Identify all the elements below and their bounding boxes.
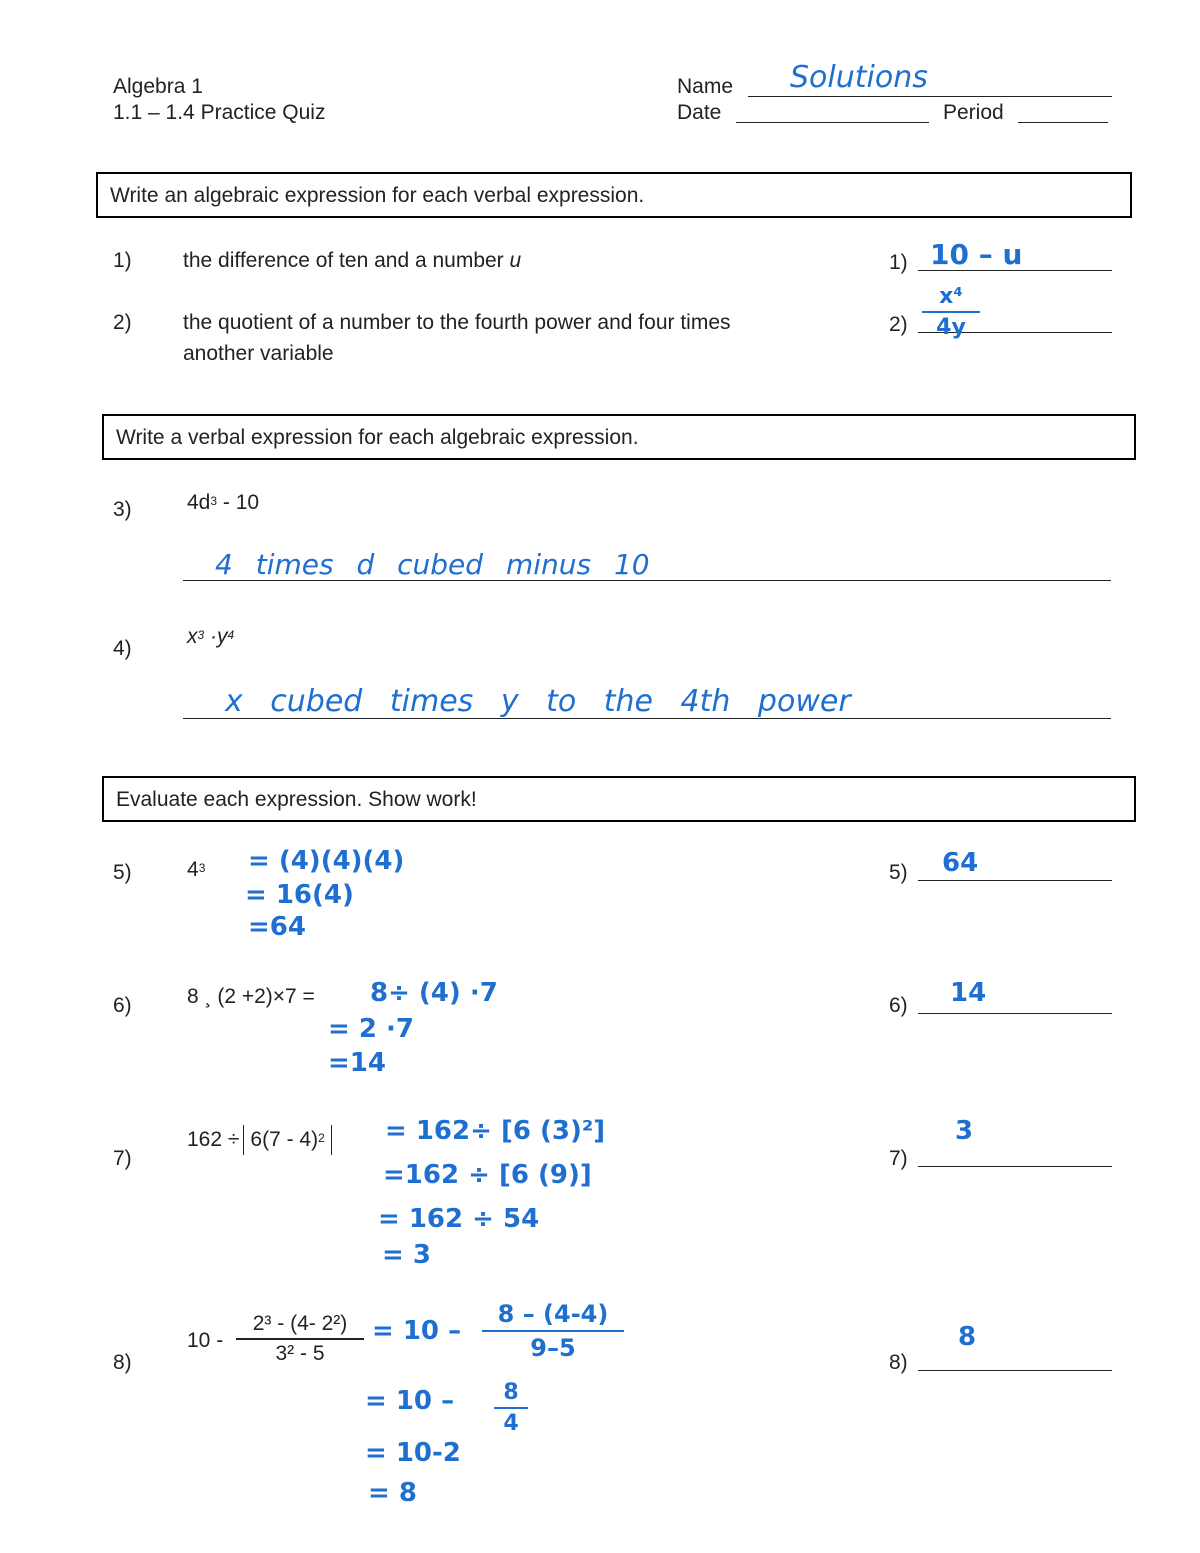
date-line (736, 122, 929, 123)
q1-text-main: the difference of ten and a number (183, 249, 504, 272)
q2-answer-number: 2) (889, 313, 908, 336)
q7-work-2: =162 ÷ [6 (9)] (383, 1160, 592, 1190)
q3-expr-rest: - 10 (217, 491, 260, 514)
q8-work-1-bar (482, 1330, 624, 1332)
q3-expr-exponent: 3 (210, 494, 218, 508)
q5-answer-line (918, 880, 1112, 881)
q5-answer: 64 (942, 848, 979, 878)
q3-answer: 4 times d cubed minus 10 (215, 548, 650, 581)
q7-number: 7) (113, 1147, 132, 1170)
q8-expr-bar (236, 1338, 364, 1340)
q2-answer-bar (922, 311, 980, 313)
q8-work-2-lead: = 10 – (365, 1386, 455, 1416)
q4-answer: x cubed times y to the 4th power (225, 684, 851, 719)
q6-work-3: =14 (328, 1048, 386, 1078)
section-1-instruction: Write an algebraic expression for each verbal expression. (110, 184, 645, 207)
section-header-3 (102, 776, 1136, 822)
q4-number: 4) (113, 637, 132, 660)
q4-expr-x: x (187, 625, 198, 648)
q2-text-line1: the quotient of a number to the fourth power and four times (183, 311, 731, 334)
q8-answer-line (918, 1370, 1112, 1371)
q2-answer-denominator: 4y (936, 315, 966, 340)
name-label: Name (677, 75, 734, 98)
q8-number: 8) (113, 1351, 132, 1374)
q2-answer-fraction (922, 284, 980, 340)
q7-work-1: = 162÷ [6 (3)²] (385, 1116, 606, 1146)
q8-work-1-denominator: 9–5 (530, 1334, 576, 1362)
q5-answer-number: 5) (889, 861, 908, 884)
q6-number: 6) (113, 994, 132, 1017)
q5-work-3: =64 (248, 912, 306, 942)
q1-answer-number: 1) (889, 251, 908, 274)
q2-text-line2: another variable (183, 342, 334, 365)
section-header-2 (102, 414, 1136, 460)
q6-answer-line (918, 1013, 1112, 1014)
q7-answer-line (918, 1166, 1112, 1167)
q7-expr-inner: 6(7 - 4) (250, 1128, 319, 1151)
q3-expression (187, 490, 259, 516)
q8-expr-numerator: 2³ - (4- 2²) (252, 1312, 348, 1335)
name-line (748, 96, 1112, 97)
period-label: Period (943, 101, 1004, 124)
q2-number: 2) (113, 311, 132, 334)
q5-expression (187, 857, 205, 883)
date-label: Date (677, 101, 722, 124)
q4-expr-y-exp: 4 (227, 628, 235, 642)
q2-answer-numerator: x⁴ (939, 284, 963, 309)
q7-answer: 3 (955, 1116, 974, 1146)
q1-text (183, 248, 521, 274)
q6-expression: 8 ¸ (2 +2)×7 = (187, 985, 315, 1008)
course-title: Algebra 1 (113, 75, 203, 98)
q5-work-1: = (4)(4)(4) (248, 846, 405, 876)
q8-work-2-denominator: 4 (503, 1411, 519, 1436)
q8-work-1-fraction (482, 1300, 624, 1362)
q7-answer-number: 7) (889, 1147, 908, 1170)
section-2-instruction: Write a verbal expression for each algebraic expression. (116, 426, 639, 449)
q5-expr-exponent: 3 (198, 861, 206, 875)
q8-work-1-numerator: 8 – (4-4) (497, 1300, 609, 1328)
q8-work-2-fraction (494, 1380, 528, 1436)
name-value: Solutions (790, 60, 928, 95)
q8-expr-lead: 10 - (187, 1329, 224, 1352)
q1-variable: u (509, 249, 522, 272)
q5-work-2: = 16(4) (245, 880, 354, 910)
q8-work-2-numerator: 8 (503, 1380, 519, 1405)
q3-expr-base: 4d (187, 491, 211, 514)
q5-number: 5) (113, 861, 132, 884)
q8-work-2-bar (494, 1407, 528, 1409)
q6-work-2: = 2 ·7 (328, 1014, 414, 1044)
q7-work-4: = 3 (382, 1240, 431, 1270)
q8-expr-fraction (236, 1312, 364, 1366)
section-3-instruction: Evaluate each expression. Show work! (116, 788, 477, 811)
q4-expression (187, 624, 234, 650)
q1-answer: 10 – u (930, 238, 1023, 271)
q6-answer-number: 6) (889, 994, 908, 1017)
q8-work-1-lead: = 10 – (372, 1316, 462, 1346)
q7-work-3: = 162 ÷ 54 (378, 1204, 540, 1234)
q7-expr-exponent: 2 (318, 1131, 325, 1145)
q6-work-1: 8÷ (4) ·7 (370, 978, 498, 1008)
q4-expr-y: ·y (204, 625, 228, 648)
q7-expression (187, 1125, 332, 1155)
period-line (1018, 122, 1108, 123)
q8-answer-number: 8) (889, 1351, 908, 1374)
q4-expr-x-exp: 3 (197, 628, 205, 642)
q8-work-3: = 10-2 (365, 1438, 461, 1468)
q8-expr-denominator: 3² - 5 (275, 1342, 325, 1365)
q8-answer: 8 (958, 1322, 977, 1352)
quiz-title: 1.1 – 1.4 Practice Quiz (113, 101, 326, 124)
q8-work-4: = 8 (368, 1478, 417, 1508)
q7-expr-lead: 162 ÷ (187, 1128, 240, 1151)
section-header-1 (96, 172, 1132, 218)
q6-answer: 14 (950, 978, 987, 1008)
q5-expr-base: 4 (187, 858, 199, 881)
q3-number: 3) (113, 498, 132, 521)
q7-expr-bracket (243, 1125, 331, 1155)
q1-number: 1) (113, 249, 132, 272)
